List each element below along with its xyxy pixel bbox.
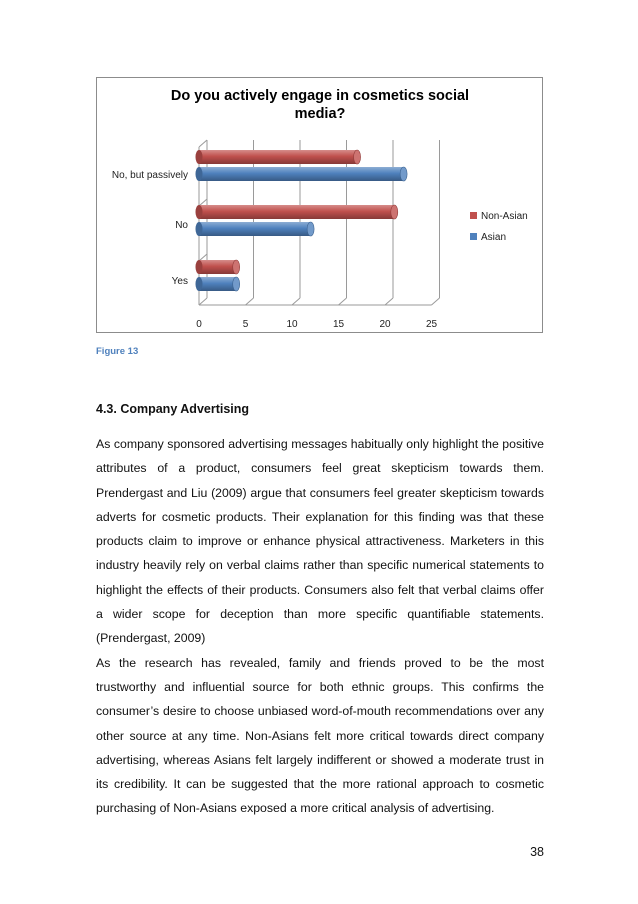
x-tick-label: 10 (286, 319, 298, 330)
bar (199, 277, 236, 291)
legend-swatch (470, 233, 477, 240)
legend-label: Asian (481, 232, 507, 243)
bar-start-cap (196, 222, 203, 236)
bar-cap (233, 260, 240, 274)
bar (199, 205, 394, 219)
bar-start-cap (196, 205, 203, 219)
gridline-floor (385, 298, 393, 305)
bar (199, 167, 404, 181)
x-tick-label: 20 (379, 319, 391, 330)
bar-cap (307, 222, 314, 236)
x-tick-label: 5 (242, 319, 249, 330)
y-category-label: Yes (171, 276, 188, 287)
gridline-floor (432, 298, 440, 305)
x-tick-label: 0 (196, 319, 202, 330)
y-category-label: No (175, 220, 188, 231)
legend-label: Non-Asian (481, 211, 528, 222)
paragraph-1: As company sponsored advertising messages habitually only highlight the positive attributes of a product, consumers feel great skepticism towards them. Prendergast and Liu (2009) argue that consumers feel greater skepticism towards adverts for cosmetic products. Their explanation for this finding was that these products claim to improve or enhance physical attractiveness. Marketers in this industry heavily rely on verbal claims rather than specific numerical statements to highlight the effects of their products. Consumers also felt that verbal claims offer a wider scope for deception than more specific quantifiable statements. (Prendergast, 2009) (96, 437, 544, 646)
page-number: 38 (530, 845, 544, 859)
bar-cap (233, 277, 240, 291)
bar (199, 222, 311, 236)
category-divider (199, 254, 207, 261)
paragraph-2: As the research has revealed, family and friends proved to be the most trustworthy and influential source for both ethnic groups. This confirms the consumer’s desire to choose unbiased word-of-mouth recommendations over any other source at any time. Non-Asians felt more critical towards direct company advertising, whereas Asians felt largely indifferent or showed a moderate trust in its credibility. It can be suggested that the more rational approach to cosmetic purchasing of Non-Asians exposed a more critical analysis of advertising. (96, 655, 544, 816)
y-category-label: No, but passively (111, 170, 188, 181)
axis-line (199, 140, 207, 147)
bar-cap (391, 205, 398, 219)
bar-start-cap (196, 260, 203, 274)
body-text (96, 432, 544, 821)
figure-caption: Figure 13 (96, 346, 139, 357)
gridline-floor (292, 298, 300, 305)
bar-cap (354, 150, 361, 164)
legend-swatch (470, 212, 477, 219)
bar (199, 150, 357, 164)
bar (199, 260, 236, 274)
section-heading: 4.3. Company Advertising (96, 402, 250, 416)
x-tick-label: 15 (332, 319, 345, 330)
category-divider (199, 199, 207, 206)
bar-cap (400, 167, 407, 181)
gridline-floor (246, 298, 254, 305)
bar-start-cap (196, 150, 203, 164)
bar-start-cap (196, 277, 203, 291)
x-tick-label: 25 (425, 319, 438, 330)
chart-title: Do you actively engage in cosmetics social media? (170, 88, 470, 122)
gridline-floor (339, 298, 347, 305)
bar-start-cap (196, 167, 203, 181)
gridline-floor (199, 298, 207, 305)
